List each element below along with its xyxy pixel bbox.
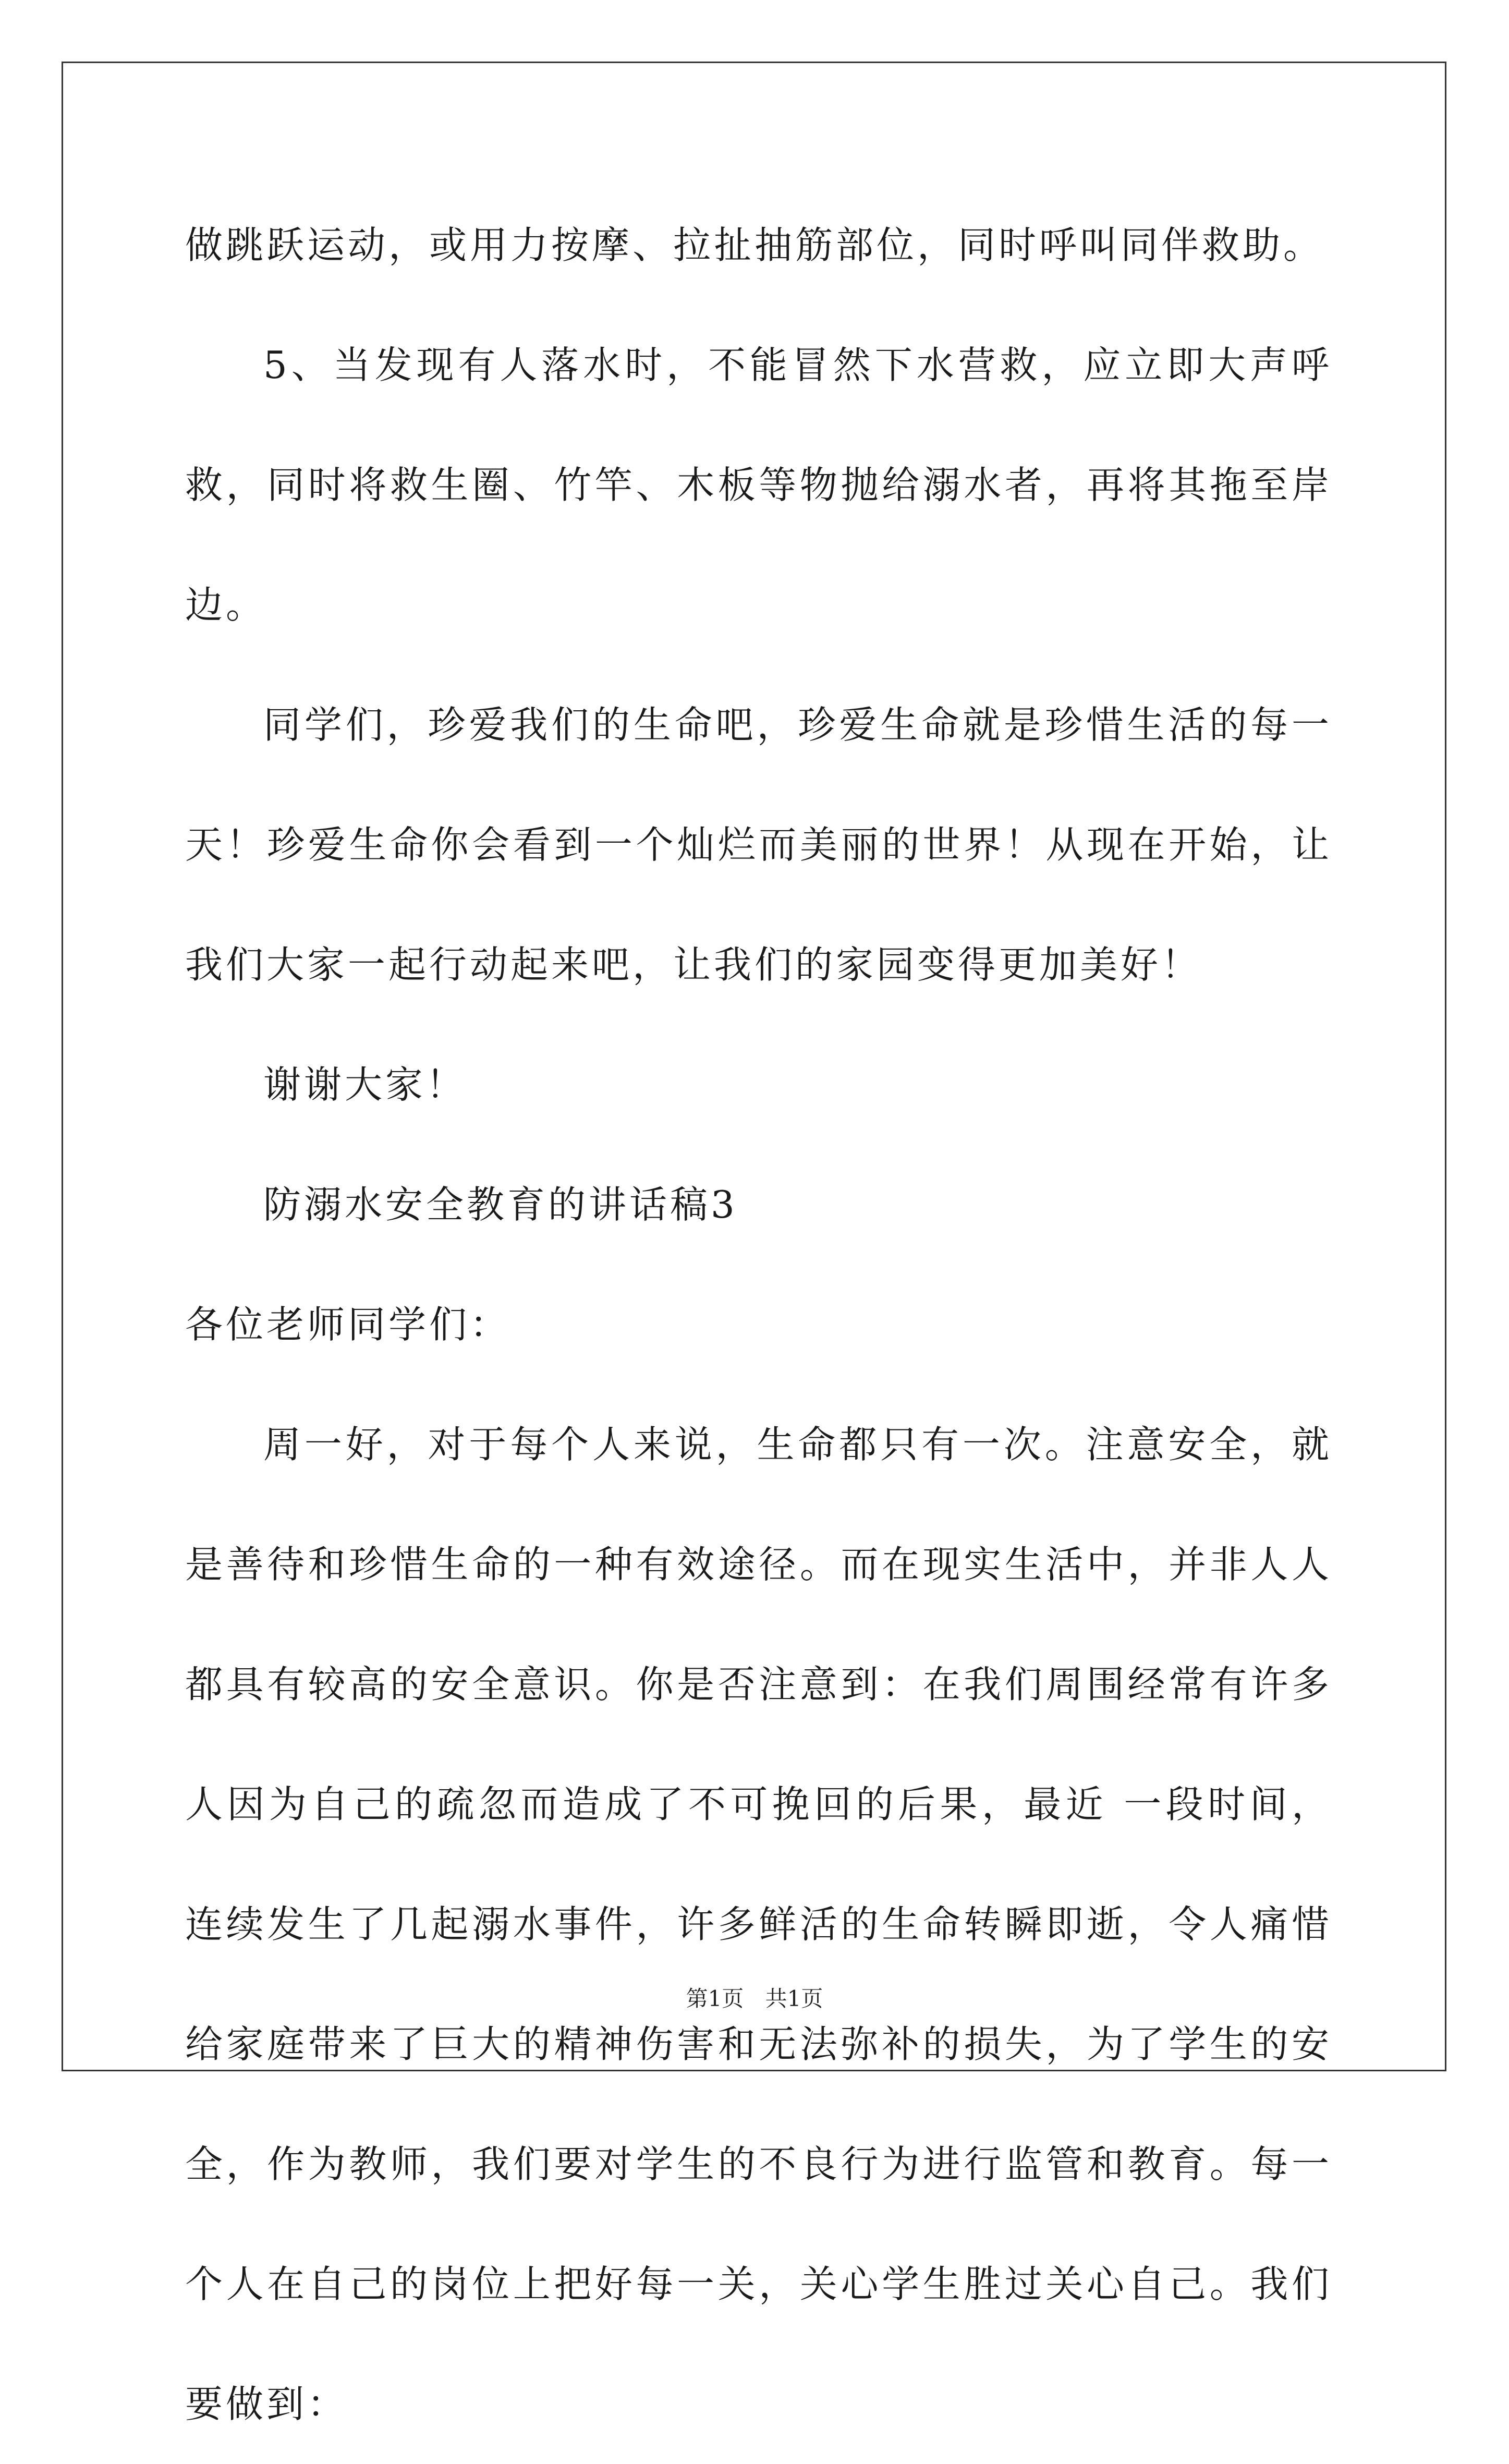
page-number-total: 共1页 [765,1986,823,2011]
paragraph-thanks: 谢谢大家！ [263,1063,467,1107]
page-number-current: 第1页 [686,1986,744,2011]
salutation: 各位老师同学们： [185,1303,511,1346]
document-body [185,185,1332,2464]
paragraph-cramp-advice: 做跳跃运动，或用力按摩、拉扯抽筋部位，同时呼叫同伴救助。 [185,223,1324,267]
paragraph-speech-body: 周一好，对于每个人来说，生命都只有一次。注意安全，就是善待和珍惜生命的一种有效途径。而在现实生活中，并非人人都具有较高的安全意识。你是否注意到：在我们周围经常有许多人因为自己的疏忽而造成了不可挽回的后果，最近 一段时间，连续发生了几起溺水事件，许多鲜活的生命转瞬即逝，令人痛惜给家庭带来了巨大的精神伤害和无法弥补的损失，为了学生的安全，作为教师，我们要对学生的不良行为进行监管和教育。每一个人在自己的岗位上把好每一关，关心学生胜过关心自己。我们要做到： [185,1423,1332,2426]
section-title: 防溺水安全教育的讲话稿3 [263,1183,738,1227]
page-footer [0,1982,1509,2013]
paragraph-cherish-life: 同学们，珍爱我们的生命吧，珍爱生命就是珍惜生活的每一天！珍爱生命你会看到一个灿烂而美丽的世界！从现在开始，让我们大家一起行动起来吧，让我们的家园变得更加美好！ [185,703,1332,987]
paragraph-rescue-tip: 5、当发现有人落水时，不能冒然下水营救，应立即大声呼救，同时将救生圈、竹竿、木板等物抛给溺水者，再将其拖至岸边。 [185,343,1332,627]
